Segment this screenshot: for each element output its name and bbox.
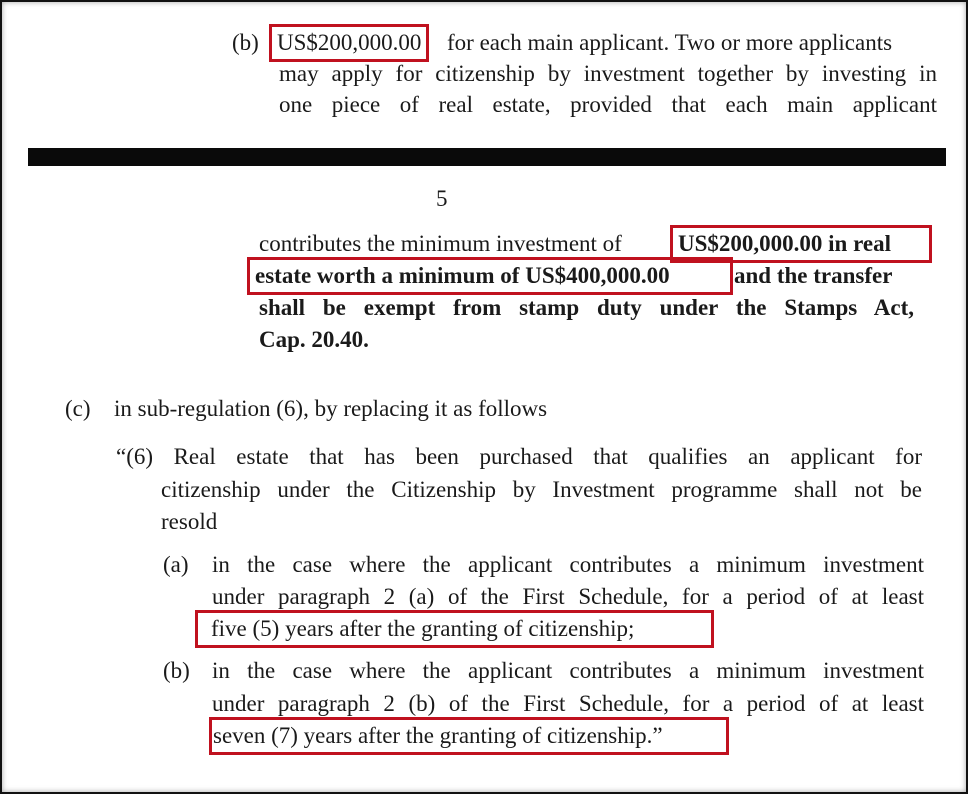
item-b-line2: under paragraph 2 (b) of the First Schedule, for a period of at least — [212, 691, 924, 716]
continuation-line3: shall be exempt from stamp duty under the Stamps Act, — [259, 295, 914, 320]
para-b-line3: one piece of real estate, provided that each main applicant — [279, 92, 937, 117]
item-a-line2: under paragraph 2 (a) of the First Schedule, for a period of at least — [212, 584, 924, 609]
item-b-line1: in the case where the applicant contributes a minimum investment — [212, 658, 924, 683]
amount-highlight-3: estate worth a minimum of US$400,000.00 — [251, 261, 729, 291]
page-divider — [28, 148, 946, 166]
continuation-line4: Cap. 20.40. — [259, 327, 369, 352]
quote-line3: resold — [161, 509, 218, 534]
continuation-line1: contributes the minimum investment of — [259, 231, 622, 256]
item-a-marker: (a) — [163, 552, 189, 577]
para-b-marker: (b) — [232, 30, 259, 55]
para-b-line1: for each main applicant. Two or more applicants — [447, 30, 893, 55]
amount-highlight-1: US$200,000.00 — [273, 28, 425, 58]
amount-highlight-2: US$200,000.00 in real — [674, 229, 928, 259]
quote-line2: citizenship under the Citizenship by Investment programme shall not be — [161, 477, 922, 502]
period-highlight-five-years: five (5) years after the granting of citizenship; — [199, 614, 710, 644]
item-a-line1: in the case where the applicant contributes a minimum investment — [212, 552, 924, 577]
period-highlight-seven-years: seven (7) years after the granting of citizenship.” — [213, 721, 725, 751]
section-c-marker: (c) — [65, 396, 91, 421]
quote-line1: “(6) Real estate that has been purchased that qualifies an applicant for — [116, 444, 922, 469]
page-number: 5 — [436, 186, 448, 211]
para-b-line2: may apply for citizenship by investment together by investing in — [279, 61, 937, 86]
section-c-text: in sub-regulation (6), by replacing it as follows — [114, 396, 548, 421]
item-b-marker: (b) — [163, 658, 190, 683]
continuation-line2: and the transfer — [734, 263, 893, 288]
